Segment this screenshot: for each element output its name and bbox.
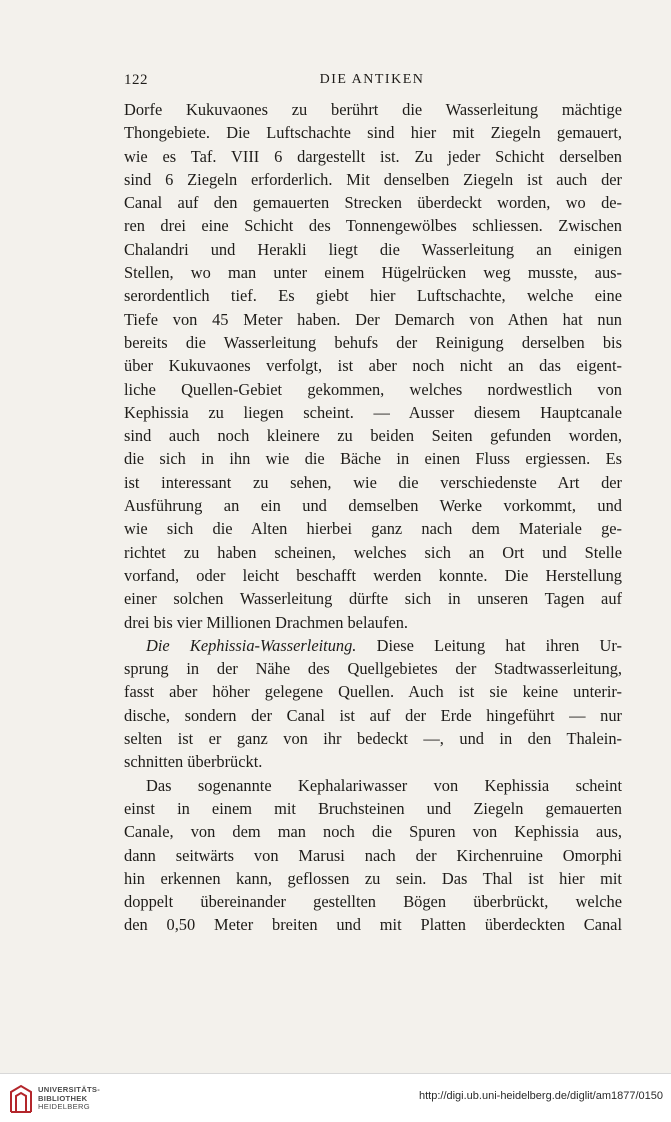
text-line: wie es Taf. VIII 6 dargestellt ist. Zu jeder Schicht derselben	[124, 146, 622, 166]
text-line: hin erkennen kann, geflossen zu sein. Das Thal ist hier mit	[124, 868, 622, 888]
text-line: Canale, von dem man noch die Spuren von Kephissia aus,	[124, 822, 622, 842]
paragraph	[124, 98, 622, 634]
text-line: serordentlich tief. Es giebt hier Luftschachte, welche eine	[124, 286, 622, 306]
text-line: dann seitwärts von Marusi nach der Kirchenruine Omorphi	[124, 845, 622, 865]
text-line: Dorfe Kukuvaones zu berührt die Wasserleitung mächtige	[124, 100, 622, 119]
text-line: vorfand, oder leicht beschafft werden konnte. Die Herstellung	[124, 565, 622, 585]
viewer-footer	[0, 1073, 671, 1122]
text-line: sprung in der Nähe des Quellgebietes der Stadtwasserleitung,	[124, 659, 622, 679]
text-line: schnitten überbrückt.	[124, 752, 263, 772]
text-line: wie sich die Alten hierbei ganz nach dem Materiale ge-	[124, 519, 622, 539]
text-line: Tiefe von 45 Meter haben. Der Demarch von Athen hat nun	[124, 309, 622, 329]
heidelberg-library-logo-icon	[8, 1084, 34, 1114]
library-name	[38, 1086, 100, 1112]
text-line: sind 6 Ziegeln erforderlich. Mit denselben Ziegeln ist auch der	[124, 169, 622, 189]
text-line: Thongebiete. Die Luftschachte sind hier mit Ziegeln gemauert,	[124, 123, 622, 143]
text-line: ist interessant zu sehen, wie die verschiedenste Art der	[124, 472, 622, 492]
paragraph	[124, 774, 622, 937]
text-line: dische, sondern der Canal ist auf der Erde hingeführt — nur	[124, 705, 622, 725]
text-line	[124, 634, 622, 657]
text-line: Stellen, wo man unter einem Hügelrücken weg musste, aus-	[124, 263, 622, 283]
text-line: Chalandri und Herakli liegt die Wasserleitung an einigen	[124, 239, 622, 259]
paragraph	[124, 634, 622, 774]
text-line: Ausführung an ein und demselben Werke vorkommt, und	[124, 496, 622, 516]
text-line: den 0,50 Meter breiten und mit Platten überdeckten Canal	[124, 915, 622, 935]
text-line: liche Quellen-Gebiet gekommen, welches nordwestlich von	[124, 379, 622, 399]
library-name-line: UNIVERSITÄTS-	[38, 1085, 101, 1094]
permalink-url[interactable]: http://digi.ub.uni-heidelberg.de/diglit/am1877/0150	[418, 1090, 663, 1102]
text-span: Diese Leitung hat ihren Ur-	[356, 635, 622, 655]
page-header	[124, 72, 620, 92]
page-number: 122	[124, 72, 148, 88]
text-line: die sich in ihn wie die Bäche in einen Fluss ergiessen. Es	[124, 449, 622, 469]
text-line: fasst aber höher gelegene Quellen. Auch ist sie keine unterir-	[124, 682, 622, 702]
text-line: bereits die Wasserleitung behufs der Reinigung derselben bis	[124, 332, 622, 352]
text-line: doppelt übereinander gestellten Bögen überbrückt, welche	[124, 892, 622, 912]
text-line: selten ist er ganz von ihr bedeckt —, und in den Thalein-	[124, 729, 622, 749]
text-line: richtet zu haben scheinen, welches sich an Ort und Stelle	[124, 542, 622, 562]
text-line: über Kukuvaones verfolgt, ist aber noch nicht an das eigent-	[124, 356, 622, 376]
running-head: DIE ANTIKEN	[319, 72, 425, 87]
library-name-line: HEIDELBERG	[38, 1102, 90, 1112]
section-title: Die Kephissia-Wasserleitung.	[146, 635, 357, 655]
text-line: Das sogenannte Kephalariwasser von Kephissia scheint	[146, 775, 622, 795]
library-name-line: BIBLIOTHEK	[38, 1093, 88, 1103]
text-line: drei bis vier Millionen Drachmen belaufen.	[124, 612, 409, 632]
text-line: Canal auf den gemauerten Strecken überdeckt worden, wo de-	[124, 193, 622, 213]
text-line: einst in einem mit Bruchsteinen und Ziegeln gemauerten	[124, 798, 622, 818]
body-text	[124, 98, 622, 937]
text-line: sind auch noch kleinere zu beiden Seiten gefunden worden,	[124, 426, 622, 446]
text-line: Kephissia zu liegen scheint. — Ausser diesem Hauptcanale	[124, 402, 622, 422]
text-line: ren drei eine Schicht des Tonnengewölbes schliessen. Zwischen	[124, 216, 622, 236]
text-line: einer solchen Wasserleitung dürfte sich in unseren Tagen auf	[124, 589, 622, 609]
